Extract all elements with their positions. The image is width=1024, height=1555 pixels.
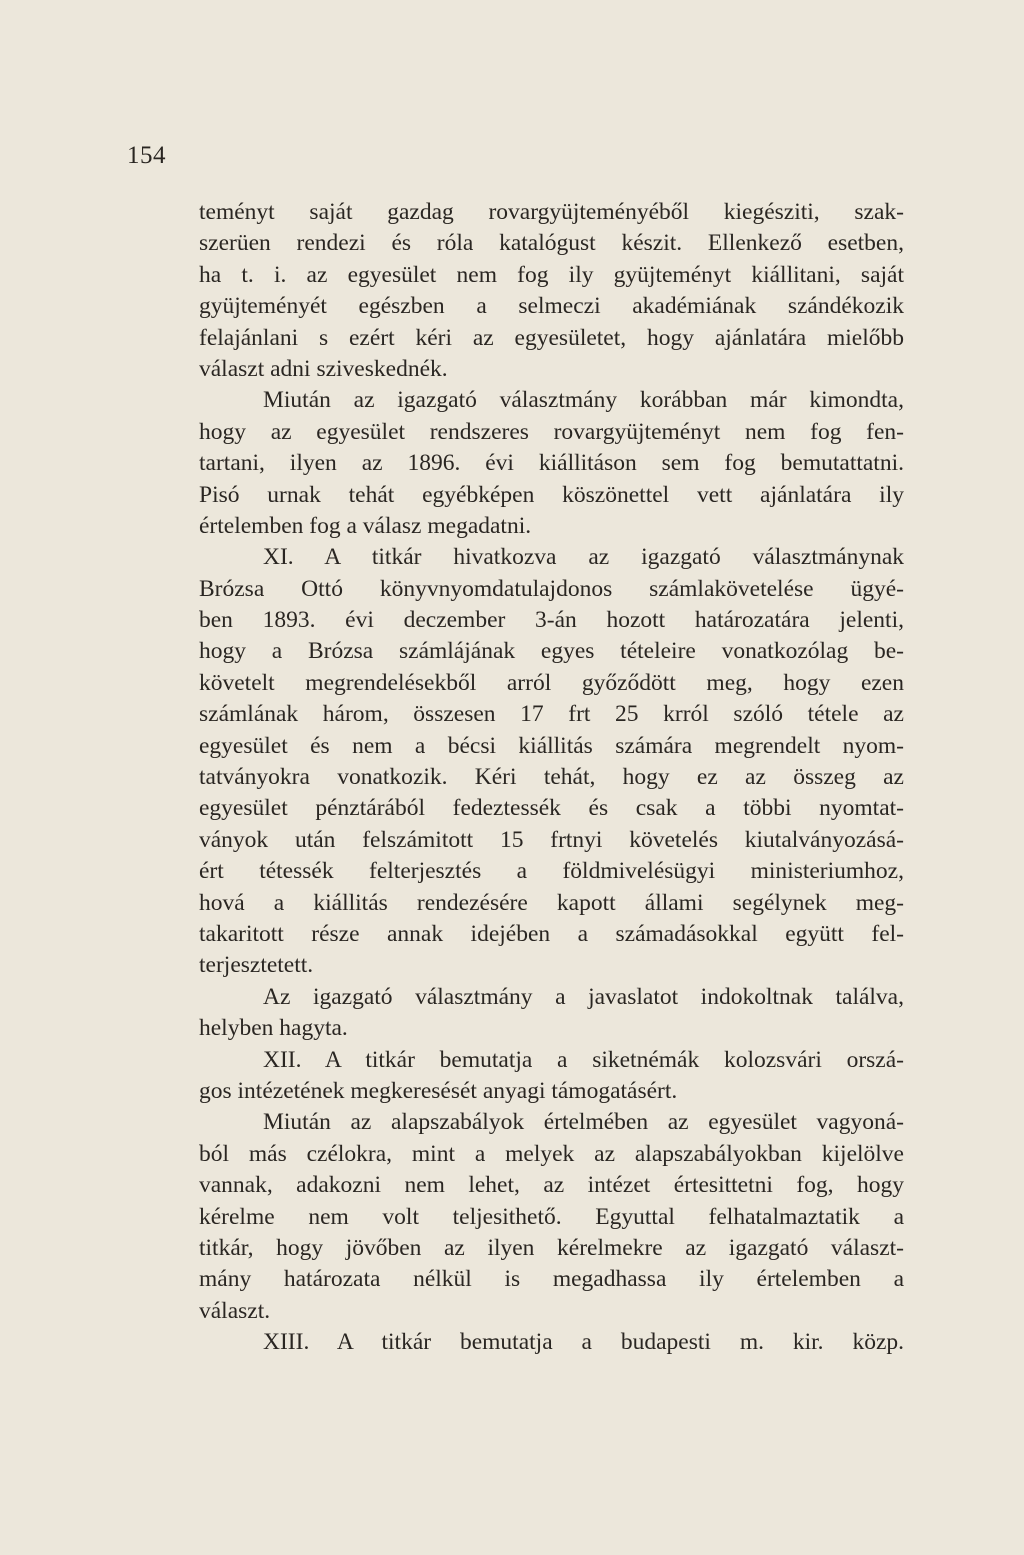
text-line: teményt saját gazdag rovargyüjteményéből kiegésziti, szak- xyxy=(199,199,904,225)
text-line: felajánlani s ezért kéri az egyesületet, hogy ajánlatára mielőbb xyxy=(199,324,904,351)
text-line: gos intézetének megkeresését anyagi támogatásért. xyxy=(199,1077,678,1104)
text-line: helyben hagyta. xyxy=(199,1015,348,1042)
text-line: mány határozata nélkül is megadhassa ily értelemben a xyxy=(199,1266,904,1293)
text-line: választ adni sziveskednék. xyxy=(199,355,448,382)
text-line: választ. xyxy=(199,1297,271,1324)
text-line: értelemben fog a válasz megadatni. xyxy=(199,512,532,539)
text-line: Miután az igazgató választmány korábban már kimondta, xyxy=(263,387,904,414)
text-line: hová a kiállitás rendezésére kapott állami segélynek meg- xyxy=(199,889,904,916)
page-number: 154 xyxy=(127,142,166,169)
text-line: XI. A titkár hivatkozva az igazgató választmánynak xyxy=(263,544,904,571)
text-line: ben 1893. évi deczember 3-án hozott határozatára jelenti, xyxy=(199,607,904,634)
text-line: XII. A titkár bemutatja a siketnémák kolozsvári orszá- xyxy=(263,1046,904,1073)
text-line: Az igazgató választmány a javaslatot indokoltnak találva, xyxy=(263,983,904,1010)
text-line: kérelme nem volt teljesithető. Egyuttal felhatalmaztatik a xyxy=(199,1203,904,1230)
text-line: XIII. A titkár bemutatja a budapesti m. kir. közp. xyxy=(263,1329,904,1356)
text-line: egyesület és nem a bécsi kiállitás számára megrendelt nyom- xyxy=(199,732,904,759)
text-line: egyesület pénztárából fedeztessék és csak a többi nyomtat- xyxy=(199,795,904,822)
text-line: hogy az egyesület rendszeres rovargyüjteményt nem fog fen- xyxy=(199,418,904,445)
text-line: tatványokra vonatkozik. Kéri tehát, hogy ez az összeg az xyxy=(199,764,904,791)
text-line: ha t. i. az egyesület nem fog ily gyüjteményt kiállitani, saját xyxy=(199,261,904,288)
text-line: takaritott része annak idejében a számadásokkal együtt fel- xyxy=(199,920,904,947)
text-line: ból más czélokra, mint a melyek az alapszabályokban kijelölve xyxy=(199,1140,904,1167)
text-line: Pisó urnak tehát egyébképen köszönettel vett ajánlatára ily xyxy=(199,481,904,508)
text-line: titkár, hogy jövőben az ilyen kérelmekre az igazgató választ- xyxy=(199,1234,904,1261)
text-line: terjesztetett. xyxy=(199,952,314,979)
text-line: Miután az alapszabályok értelmében az egyesület vagyoná- xyxy=(263,1109,904,1136)
text-line: tartani, ilyen az 1896. évi kiállitáson sem fog bemutattatni. xyxy=(199,450,904,477)
text-line: számlának három, összesen 17 frt 25 krról szóló tétele az xyxy=(199,701,904,728)
text-line: Brózsa Ottó könyvnyomdatulajdonos számlakövetelése ügyé- xyxy=(199,575,904,602)
text-line: szerüen rendezi és róla katalógust készit. Ellenkező esetben, xyxy=(199,230,904,257)
text-line: követelt megrendelésekből arról győződött meg, hogy ezen xyxy=(199,669,904,696)
text-line: gyüjteményét egészben a selmeczi akadémiának szándékozik xyxy=(199,293,904,320)
text-line: vannak, adakozni nem lehet, az intézet értesittetni fog, hogy xyxy=(199,1172,904,1199)
body-text xyxy=(199,197,904,1358)
text-line: hogy a Brózsa számlájának egyes tételeire vonatkozólag be- xyxy=(199,638,904,665)
text-line: ványok után felszámitott 15 frtnyi követelés kiutalványozásá- xyxy=(199,826,904,853)
text-line: ért tétessék felterjesztés a földmivelésügyi ministeriumhoz, xyxy=(199,858,904,885)
